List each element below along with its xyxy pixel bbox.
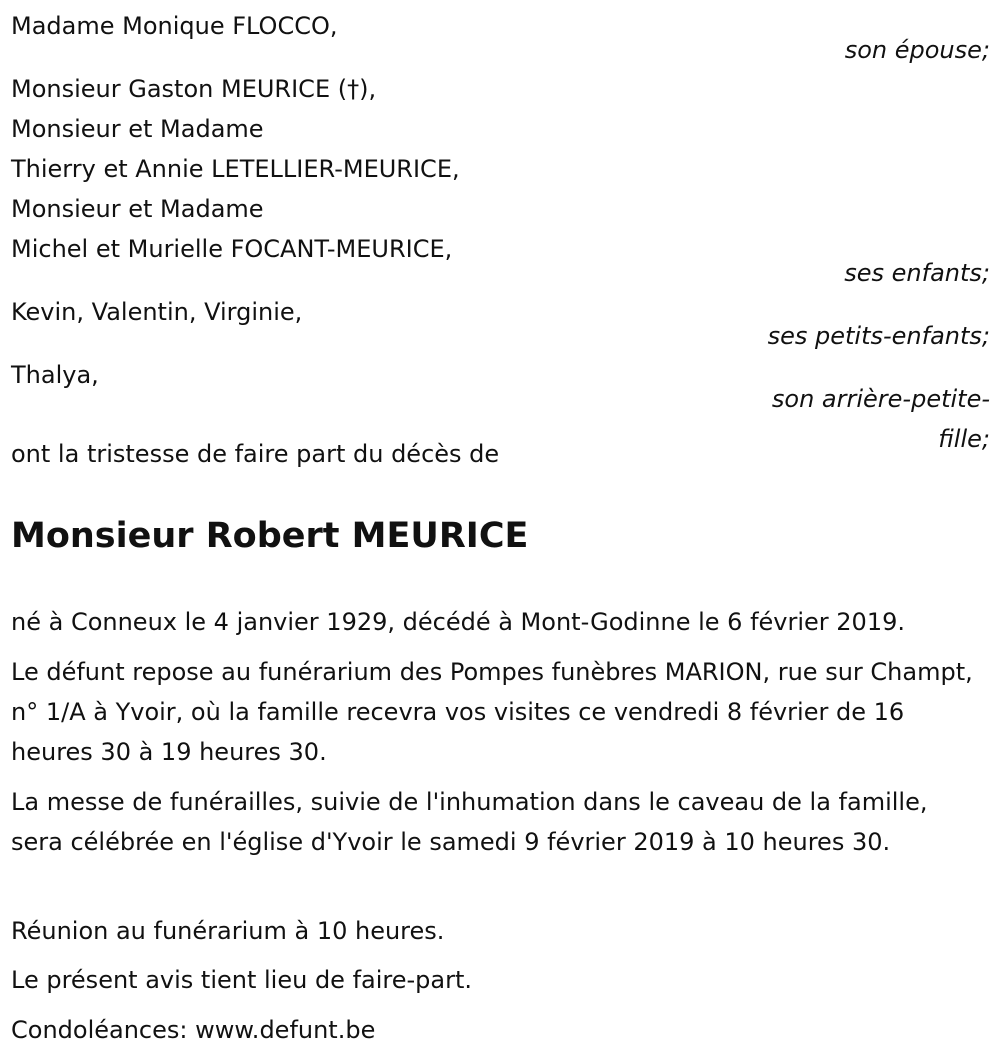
- family-line-child-3: Thierry et Annie LETELLIER-MEURICE,: [11, 155, 460, 183]
- birth-death-info: né à Conneux le 4 janvier 1929, décédé à Mont-Godinne le 6 février 2019.: [11, 608, 905, 636]
- role-great-grandchild-line-1: son arrière-petite-: [771, 385, 990, 413]
- funeral-home-info: Le défunt repose au funérarium des Pompes funèbres MARION, rue sur Champt, n° 1/A à Yvoir, où la famille recevra vos visites ce vendredi 8 février de 16 heures 30 à 19 heures 30.: [11, 658, 973, 766]
- condolences-line: [11, 1010, 986, 1050]
- family-line-great-grandchild: Thalya,: [11, 361, 99, 389]
- condolences-link[interactable]: www.defunt.be: [195, 1016, 376, 1044]
- family-line-child-4: Monsieur et Madame: [11, 195, 264, 223]
- family-line-grandchildren: Kevin, Valentin, Virginie,: [11, 298, 303, 326]
- funeral-mass-info: La messe de funérailles, suivie de l'inhumation dans le caveau de la famille, sera célébrée en l'église d'Yvoir le samedi 9 février 2019 à 10 heures 30.: [11, 788, 928, 856]
- meeting-info: Réunion au funérarium à 10 heures.: [11, 917, 445, 945]
- role-children: ses enfants;: [844, 259, 990, 287]
- role-spouse: son épouse;: [844, 36, 990, 64]
- family-line-child-1: Monsieur Gaston MEURICE (†),: [11, 75, 377, 103]
- deceased-name: Monsieur Robert MEURICE: [11, 516, 529, 556]
- family-line-child-5: Michel et Murielle FOCANT-MEURICE,: [11, 235, 453, 263]
- role-grandchildren: ses petits-enfants;: [767, 322, 990, 350]
- family-line-spouse: Madame Monique FLOCCO,: [11, 12, 338, 40]
- announcement-intro: ont la tristesse de faire part du décès de: [11, 440, 500, 468]
- family-line-child-2: Monsieur et Madame: [11, 115, 264, 143]
- notice-statement: Le présent avis tient lieu de faire-part.: [11, 966, 473, 994]
- condolences-label: Condoléances:: [11, 1016, 188, 1044]
- role-great-grandchild-line-2: fille;: [938, 425, 990, 453]
